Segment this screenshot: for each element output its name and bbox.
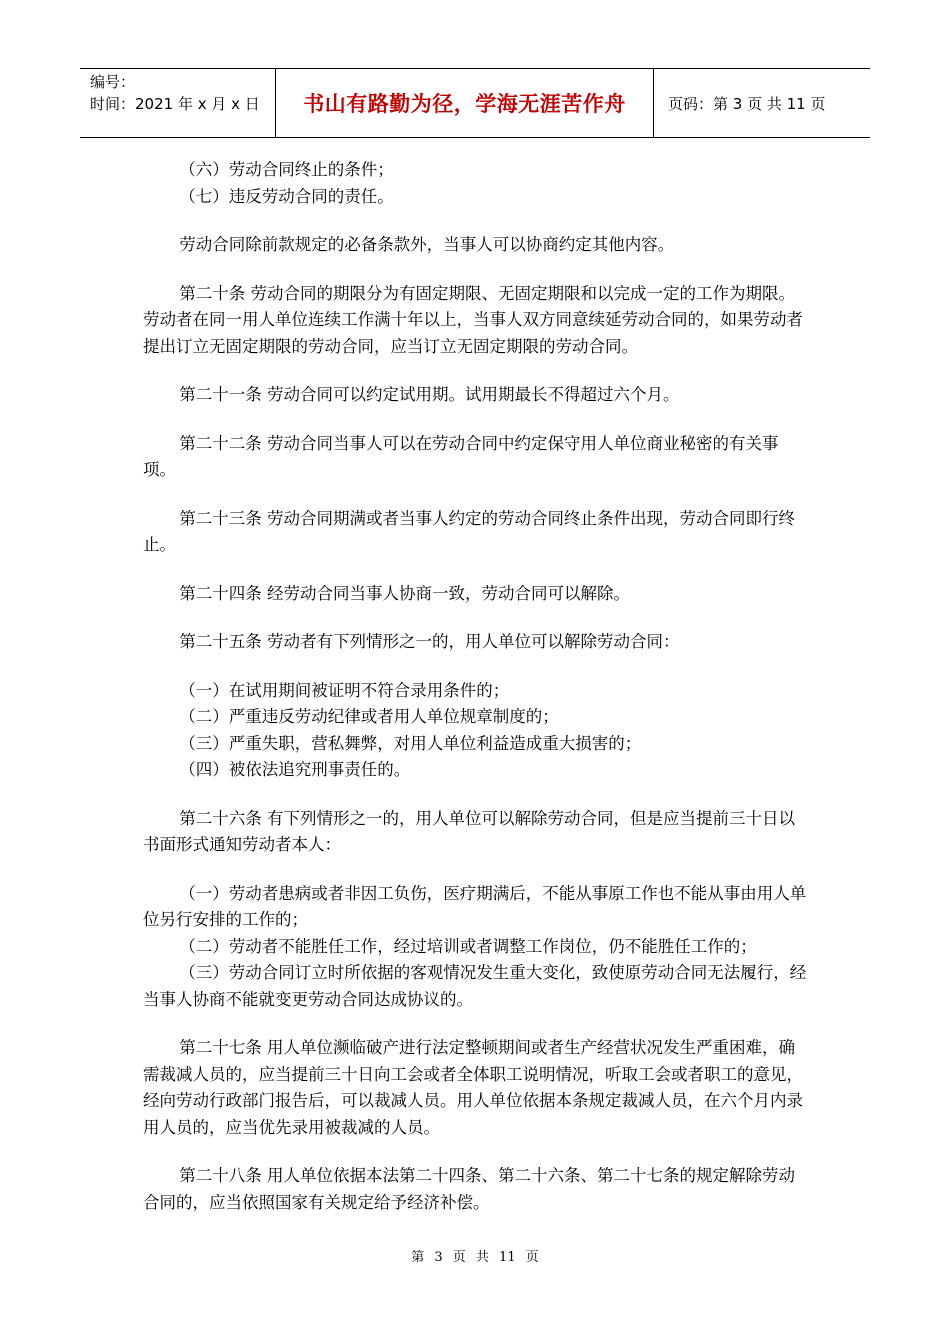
clause-item: （一）在试用期间被证明不符合录用条件的；: [179, 680, 510, 700]
article-24: 第二十四条 经劳动合同当事人协商一致，劳动合同可以解除。: [179, 583, 631, 603]
header-meta: [80, 69, 276, 137]
clause-item: （二）劳动者不能胜任工作，经过培训或者调整工作岗位，仍不能胜任工作的；: [179, 936, 757, 956]
clause-item: （三）劳动合同订立时所依据的客观情况发生重大变化，致使原劳动合同无法履行，经当事人协商不能就变更劳动合同达成协议的。: [143, 963, 807, 1009]
article-20: 第二十条 劳动合同的期限分为有固定期限、无固定期限和以完成一定的工作为期限。劳动者在同一用人单位连续工作满十年以上，当事人双方同意续延劳动合同的，如果劳动者提出订立无固定期限的劳动合同，应当订立无固定期限的劳动合同。: [143, 283, 803, 356]
page-info: 页码：第 3 页 共 11 页: [668, 94, 826, 113]
clause-item: （一）劳动者患病或者非因工负伤，医疗期满后，不能从事原工作也不能从事由用人单位另行安排的工作的；: [143, 883, 807, 929]
motto: 书山有路勤为径，学海无涯苦作舟: [303, 91, 626, 116]
header-motto-cell: [276, 69, 654, 137]
clause-item: （三）严重失职，营私舞弊，对用人单位利益造成重大损害的；: [179, 733, 642, 753]
page-footer: 第 3 页 共 11 页: [411, 1250, 539, 1265]
article-25: 第二十五条 劳动者有下列情形之一的，用人单位可以解除劳动合同：: [179, 632, 680, 651]
header-page-cell: [654, 69, 870, 137]
document-body: [143, 157, 808, 1216]
article-23: 第二十三条 劳动合同期满或者当事人约定的劳动合同终止条件出现，劳动合同即行终止。: [143, 508, 796, 554]
article-26: 第二十六条 有下列情形之一的，用人单位可以解除劳动合同，但是应当提前三十日以书面形式通知劳动者本人：: [143, 808, 796, 854]
article-21: 第二十一条 劳动合同可以约定试用期。试用期最长不得超过六个月。: [179, 385, 680, 404]
page-header: [80, 68, 870, 138]
paragraph: 劳动合同除前款规定的必备条款外，当事人可以协商约定其他内容。: [179, 235, 675, 254]
clause-item: （七）违反劳动合同的责任。: [179, 186, 394, 206]
article-28: 第二十八条 用人单位依据本法第二十四条、第二十六条、第二十七条的规定解除劳动合同的，应当依照国家有关规定给予经济补偿。: [143, 1166, 796, 1212]
clause-item: （二）严重违反劳动纪律或者用人单位规章制度的；: [179, 707, 559, 726]
article-27: 第二十七条 用人单位濒临破产进行法定整顿期间或者生产经营状况发生严重困难，确需裁减人员的，应当提前三十日向工会或者全体职工说明情况，听取工会或者职工的意见，经向劳动行政部门报告后，可以裁减人员。用人单位依据本条规定裁减人员，在六个月内录用人员的，应当优先录用被裁减的人员。: [143, 1038, 803, 1137]
time-label: 时间：2021 年 x 月 x 日: [90, 95, 260, 113]
clause-item: （六）劳动合同终止的条件；: [179, 160, 394, 179]
article-22: 第二十二条 劳动合同当事人可以在劳动合同中约定保守用人单位商业秘密的有关事项。: [143, 433, 779, 479]
number-label: 编号：: [90, 73, 136, 91]
clause-item: （四）被依法追究刑事责任的。: [179, 760, 411, 779]
